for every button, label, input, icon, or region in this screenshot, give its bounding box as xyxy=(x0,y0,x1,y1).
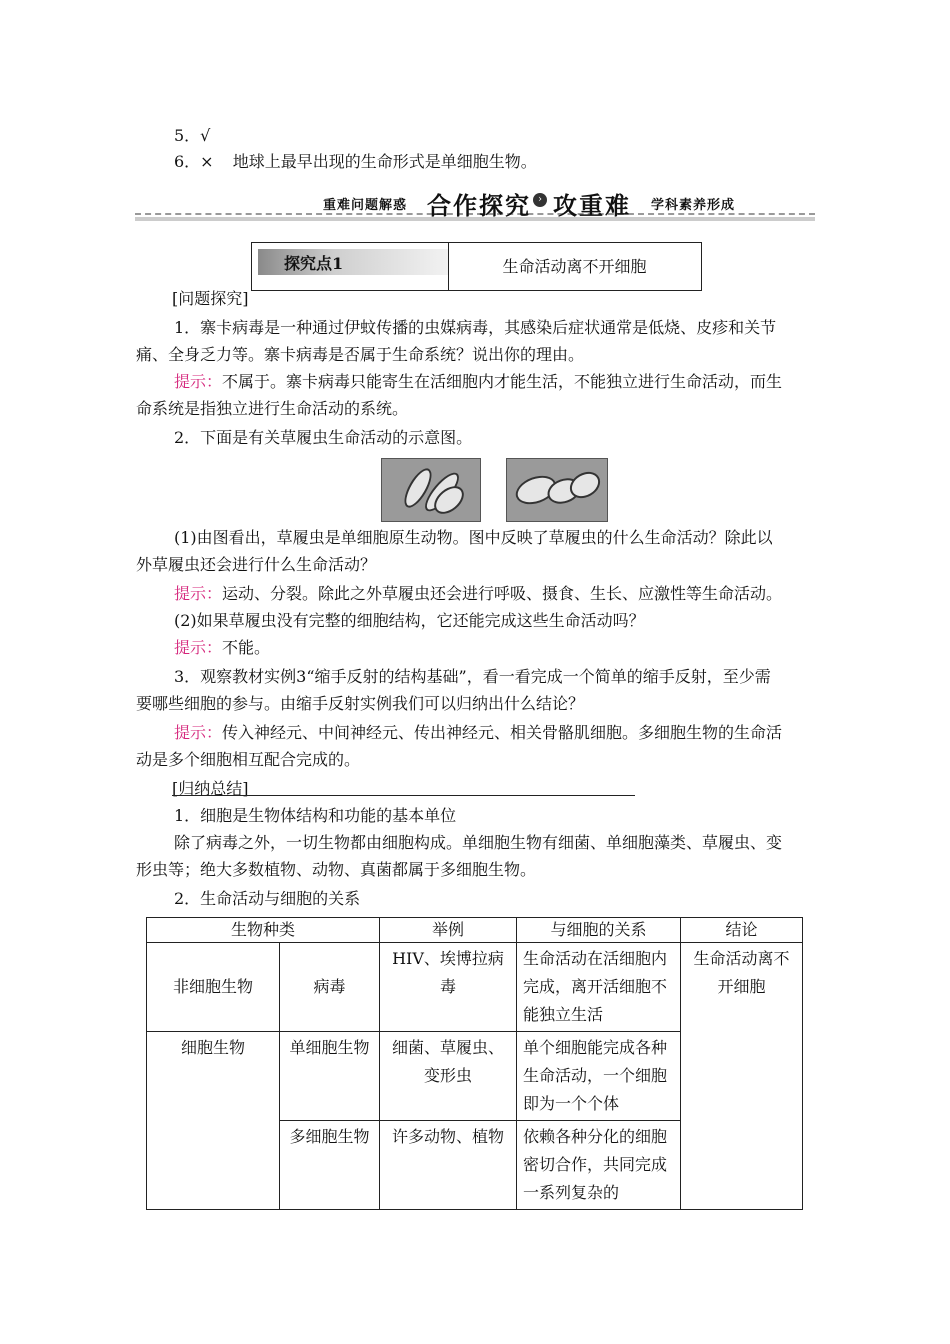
hint-2-2-text: 不能。 xyxy=(222,638,271,657)
summary-text-line-2: 形虫等；绝大多数植物、动物、真菌都属于多细胞生物。 xyxy=(136,860,537,879)
hint-label: 提示： xyxy=(174,584,223,603)
hint-label: 提示： xyxy=(174,638,223,657)
explore-point-label: 探究点1 xyxy=(284,254,344,273)
banner-title-a: 合作探究 xyxy=(427,192,531,220)
answer-5 xyxy=(174,124,210,148)
explore-point-box xyxy=(251,242,702,291)
hint-2-2 xyxy=(174,636,270,660)
multicell-example: 许多动物、植物 xyxy=(380,1121,517,1210)
explore-point-title: 生命活动离不开细胞 xyxy=(502,257,647,276)
unicell-example: 细菌、草履虫、变形虫 xyxy=(380,1032,517,1121)
question-2-1-line-2: 外草履虫还会进行什么生命活动？ xyxy=(136,555,377,574)
banner-left-caption: 重难问题解惑 xyxy=(323,198,408,213)
banner-right-caption: 学科素养形成 xyxy=(651,198,736,213)
hint-1-line-2: 命系统是指独立进行生命活动的系统。 xyxy=(136,399,409,418)
answer-6-num: 6．× xyxy=(174,152,214,171)
section-banner xyxy=(135,186,815,220)
hint-2-1 xyxy=(174,582,782,606)
table-row xyxy=(147,943,803,1032)
answer-5-num: 5．√ xyxy=(174,126,211,145)
header-organism-type: 生物种类 xyxy=(147,918,380,943)
answer-6 xyxy=(174,150,537,174)
paramecium-movement-photo xyxy=(381,458,481,522)
noncell-type: 病毒 xyxy=(280,943,380,1032)
question-2-2: (2)如果草履虫没有完整的细胞结构，它还能完成这些生命活动吗？ xyxy=(174,611,645,630)
explore-point-tab xyxy=(258,249,448,275)
question-3-line-1: 3．观察教材实例3“缩手反射的结构基础”，看一看完成一个简单的缩手反射，至少需 xyxy=(174,667,771,686)
unicell-relation: 单个细胞能完成各种生命活动，一个细胞即为一个个体 xyxy=(517,1032,681,1121)
summary-underline xyxy=(172,795,635,796)
hint-3-text: 传入神经元、中间神经元、传出神经元、相关骨骼肌细胞。多细胞生物的生命活 xyxy=(222,723,783,742)
conclusion-cell: 生命活动离不开细胞 xyxy=(681,943,803,1210)
hint-3-line-2: 动是多个细胞相互配合完成的。 xyxy=(136,750,361,769)
paramecium-division-photo xyxy=(506,458,608,522)
multicell-relation: 依赖各种分化的细胞密切合作，共同完成一系列复杂的 xyxy=(517,1121,681,1210)
chevron-right-icon: › xyxy=(533,193,547,207)
summary-point-1: 1．细胞是生物体结构和功能的基本单位 xyxy=(174,806,457,825)
summary-text-line-1: 除了病毒之外，一切生物都由细胞构成。单细胞生物有细菌、单细胞藻类、草履虫、变 xyxy=(174,833,783,852)
noncell-relation: 生命活动在活细胞内完成，离开活细胞不能独立生活 xyxy=(517,943,681,1032)
noncell-example: HIV、埃博拉病毒 xyxy=(380,943,517,1032)
noncell-group: 非细胞生物 xyxy=(147,943,280,1032)
question-2: 2．下面是有关草履虫生命活动的示意图。 xyxy=(174,428,473,447)
question-2-1-line-1: (1)由图看出，草履虫是单细胞原生动物。图中反映了草履虫的什么生命活动？除此以 xyxy=(174,528,773,547)
header-example: 举例 xyxy=(380,918,517,943)
hint-label: 提示： xyxy=(174,372,223,391)
cell-organism-group: 细胞生物 xyxy=(147,1032,280,1210)
question-1-line-1: 1．寨卡病毒是一种通过伊蚊传播的虫媒病毒，其感染后症状通常是低烧、皮疹和关节 xyxy=(174,318,777,337)
question-3-line-2: 要哪些细胞的参与。由缩手反射实例我们可以归纳出什么结论？ xyxy=(136,694,585,713)
hint-3-line-1 xyxy=(174,721,782,745)
answer-6-text: 地球上最早出现的生命形式是单细胞生物。 xyxy=(232,152,537,171)
summary-point-2: 2．生命活动与细胞的关系 xyxy=(174,889,361,908)
life-activity-cell-table xyxy=(146,917,803,1210)
section-heading-questions: [问题探究] xyxy=(172,289,249,308)
unicell-type: 单细胞生物 xyxy=(280,1032,380,1121)
header-relation: 与细胞的关系 xyxy=(517,918,681,943)
table-header-row xyxy=(147,918,803,943)
question-1-line-2: 痛、全身乏力等。寨卡病毒是否属于生命系统？说出你的理由。 xyxy=(136,345,585,364)
multicell-type: 多细胞生物 xyxy=(280,1121,380,1210)
hint-1-line-1 xyxy=(174,370,782,394)
hint-label: 提示： xyxy=(174,723,223,742)
header-conclusion: 结论 xyxy=(681,918,803,943)
section-heading-summary: [归纳总结] xyxy=(172,779,249,798)
hint-2-1-text: 运动、分裂。除此之外草履虫还会进行呼吸、摄食、生长、应激性等生命活动。 xyxy=(222,584,783,603)
banner-title-b: 攻重难 xyxy=(553,192,631,220)
hint-1-text: 不属于。寨卡病毒只能寄生在活细胞内才能生活，不能独立进行生命活动，而生 xyxy=(222,372,783,391)
